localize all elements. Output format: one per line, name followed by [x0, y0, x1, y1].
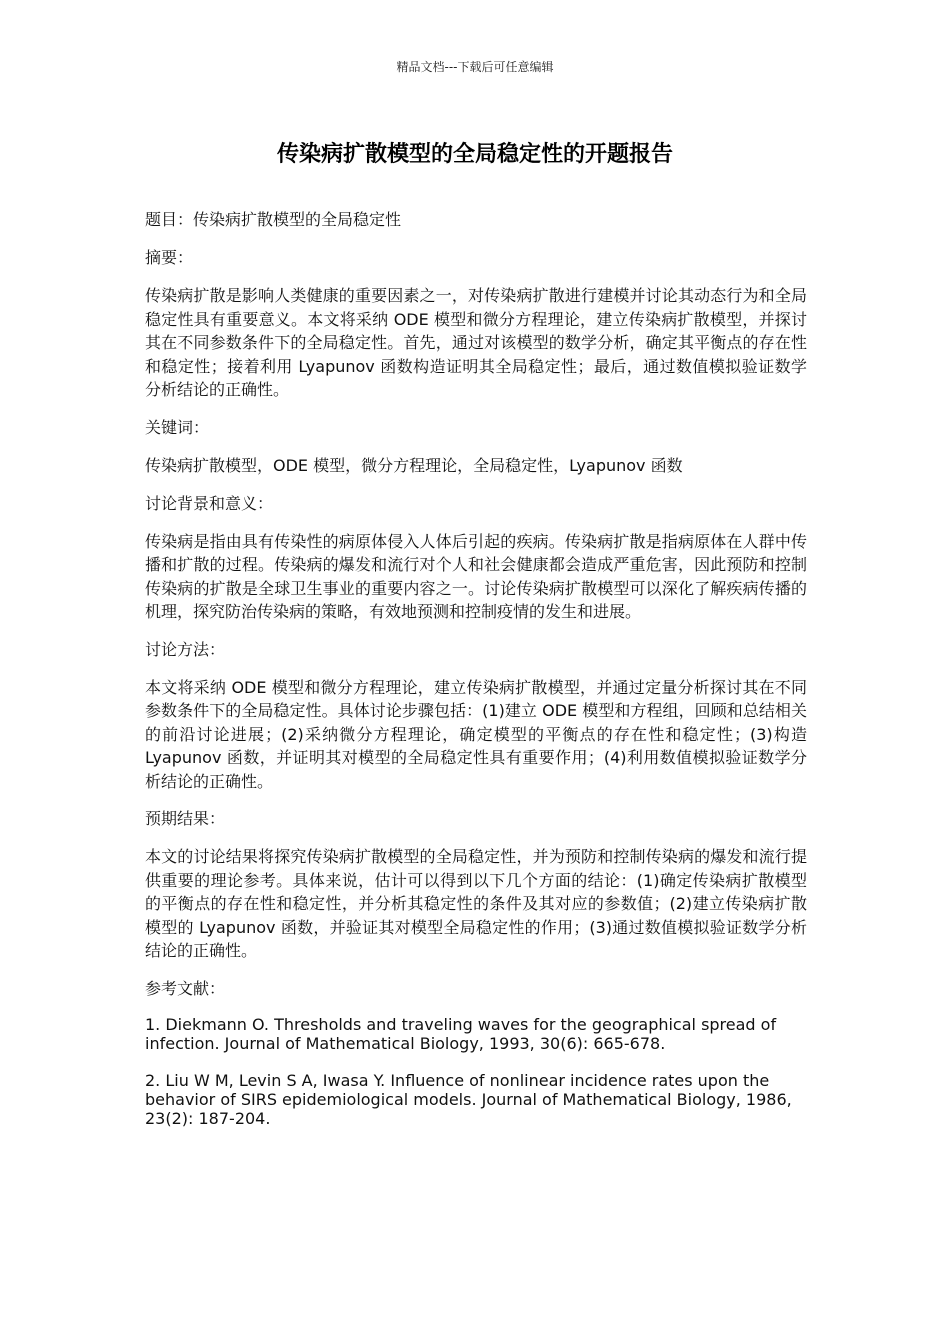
method-paragraph: 本文将采纳 ODE 模型和微分方程理论，建立传染病扩散模型，并通过定量分析探讨其在不同参数条件下的全局稳定性。具体讨论步骤包括：(1)建立 ODE 模型和方程组，回顾和总结相关的前沿讨论进展；(2)采纳微分方程理论，确定模型的平衡点的存在性和稳定性；(3)构造 Lyapunov 函数，并证明其对模型的全局稳定性具有重要作用；(4)利用数值模拟验证数学分析结论的正确性。 [145, 677, 807, 791]
document-body [145, 208, 807, 1146]
page-header: 精品文档---下载后可任意编辑 [396, 60, 554, 74]
reference-item: 2. Liu W M, Levin S A, Iwasa Y. Influence of nonlinear incidence rates upon the behavior of SIRS epidemiological models. Journal of Mathematical Biology, 1986, 23(2): 187-204. [145, 1070, 792, 1128]
expected-results-paragraph: 本文的讨论结果将探究传染病扩散模型的全局稳定性，并为预防和控制传染病的爆发和流行提供重要的理论参考。具体来说，估计可以得到以下几个方面的结论：(1)确定传染病扩散模型的平衡点的存在性和稳定性，并分析其稳定性的条件及其对应的参数值；(2)建立传染病扩散模型的 Lyapunov 函数，并验证其对模型全局稳定性的作用；(3)通过数值模拟验证数学分析结论的正确性。 [145, 847, 807, 960]
method-heading: 讨论方法： [145, 639, 226, 659]
keywords-heading: 关键词： [145, 417, 210, 437]
topic-line: 题目：传染病扩散模型的全局稳定性 [145, 210, 402, 229]
keywords-paragraph: 传染病扩散模型，ODE 模型，微分方程理论，全局稳定性，Lyapunov 函数 [145, 455, 683, 475]
abstract-heading: 摘要： [145, 248, 194, 267]
expected-results-heading: 预期结果： [145, 809, 226, 828]
background-heading: 讨论背景和意义： [145, 493, 274, 513]
reference-item: 1. Diekmann O. Thresholds and traveling waves for the geographical spread of infection. Journal of Mathematical Biology, 1993, 30(6): 665-678. [145, 1014, 777, 1053]
abstract-paragraph: 传染病扩散是影响人类健康的重要因素之一，对传染病扩散进行建模并讨论其动态行为和全局稳定性具有重要意义。本文将采纳 ODE 模型和微分方程理论，建立传染病扩散模型，并探讨其在不同参数条件下的全局稳定性。首先，通过对该模型的数学分析，确定其平衡点的存在性和稳定性；接着利用 Lyapunov 函数构造证明其全局稳定性；最后，通过数值模拟验证数学分析结论的正确性。 [145, 286, 807, 399]
references-heading: 参考文献： [145, 978, 226, 998]
background-paragraph: 传染病是指由具有传染性的病原体侵入人体后引起的疾病。传染病扩散是指病原体在人群中传播和扩散的过程。传染病的爆发和流行对个人和社会健康都会造成严重危害，因此预防和控制传染病的扩散是全球卫生事业的重要内容之一。讨论传染病扩散模型可以深化了解疾病传播的机理，探究防治传染病的策略，有效地预测和控制疫情的发生和进展。 [145, 531, 807, 621]
document-title: 传染病扩散模型的全局稳定性的开题报告 [276, 142, 673, 167]
